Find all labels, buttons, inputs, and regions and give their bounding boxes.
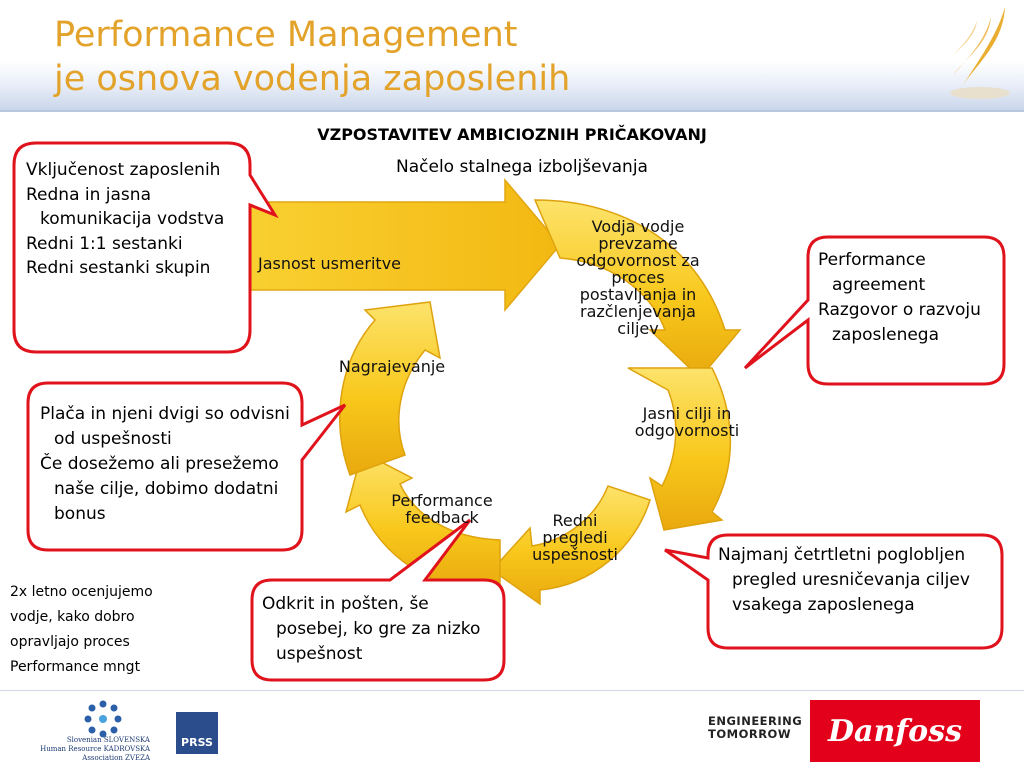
label-nagrajevanje: Nagrajevanje [338,357,446,376]
label-feedback-l2: feedback [405,508,479,527]
label-vodja-l3: odgovornost za [576,251,700,270]
note-line: opravljajo proces [10,634,130,650]
eng-line1: ENGINEERING [708,714,803,728]
callout-top-left [26,158,241,281]
label-redni-l2: pregledi [542,528,608,547]
assoc-line: Human Resource KADROVSKA [40,745,150,753]
note-line: 2x letno ocenjujemo [10,584,153,600]
label-vodja-l1: Vodja vodje [591,217,685,236]
callout-br-item: Najmanj četrtletni poglobljen pregled uresničevanja ciljev vsakega zaposlenega [718,545,970,615]
danfoss-logo [810,700,980,762]
label-feedback-l1: Performance [391,491,493,510]
prss-logo: PRSS [176,712,218,754]
assoc-line: Association ZVEZA [82,754,150,762]
eng-line2: TOMORROW [708,727,792,741]
label-redni [515,512,635,563]
callout-bc-item: Odkrit in pošten, še posebej, ko gre za nizko uspešnost [262,594,481,664]
association-text [30,736,150,763]
note-line: vodje, kako dobro [10,609,135,625]
label-cilji-l2: odgovornosti [634,421,740,440]
side-note [10,580,153,680]
danfoss-wordmark: Danfoss [828,713,962,749]
callout-tl-item: Vključenost zaposlenih [26,160,221,180]
callout-r-item: Performance agreement [818,250,926,295]
label-vodja-l5: postavljanja in [579,285,697,304]
page-title-line2: je osnova vodenja zaposlenih [54,59,571,99]
callout-tl-item: Redni 1:1 sestanki [26,233,183,254]
callout-mid-left [40,402,298,527]
callout-ml-item: Če dosežemo ali presežemo naše cilje, dobimo dodatni bonus [40,454,279,524]
page-title-line1: Performance Management [54,15,518,55]
callout-right [818,248,1000,348]
label-redni-l3: uspešnosti [532,545,618,564]
callout-bottom-right [718,543,978,618]
label-vodja-l7: ciljev [617,319,659,338]
callout-tl-item: Redna in jasna komunikacija vodstva [26,184,225,229]
principle-label: Načelo stalnega izboljševanja [396,157,648,177]
label-cilji [612,405,762,439]
callout-r-item: Razgovor o razvoju zaposlenega [818,300,981,345]
label-jasnost: Jasnost usmeritve [258,254,401,273]
label-redni-l1: Redni [552,511,598,530]
label-vodja-l2: prevzame [598,234,678,253]
section-heading: VZPOSTAVITEV AMBICIOZNIH PRIČAKOVANJ [317,125,707,144]
segment-nagrajevanje [340,302,440,475]
label-feedback [372,492,512,526]
label-cilji-l1: Jasni cilji in [642,404,732,423]
callout-bottom-center [262,592,494,667]
label-vodja-l6: razčlenjevanja [580,302,696,321]
label-vodja [553,218,723,337]
callout-ml-item: Plača in njeni dvigi so odvisni od uspešnosti [40,404,290,449]
engineering-tomorrow-logo [708,715,802,741]
label-vodja-l4: proces [611,268,665,287]
callout-tl-item: Redni sestanki skupin [26,258,211,278]
note-line: Performance mngt [10,659,141,675]
assoc-line: Slovenian SLOVENSKA [66,736,150,744]
arrow-jasnost [225,180,560,310]
